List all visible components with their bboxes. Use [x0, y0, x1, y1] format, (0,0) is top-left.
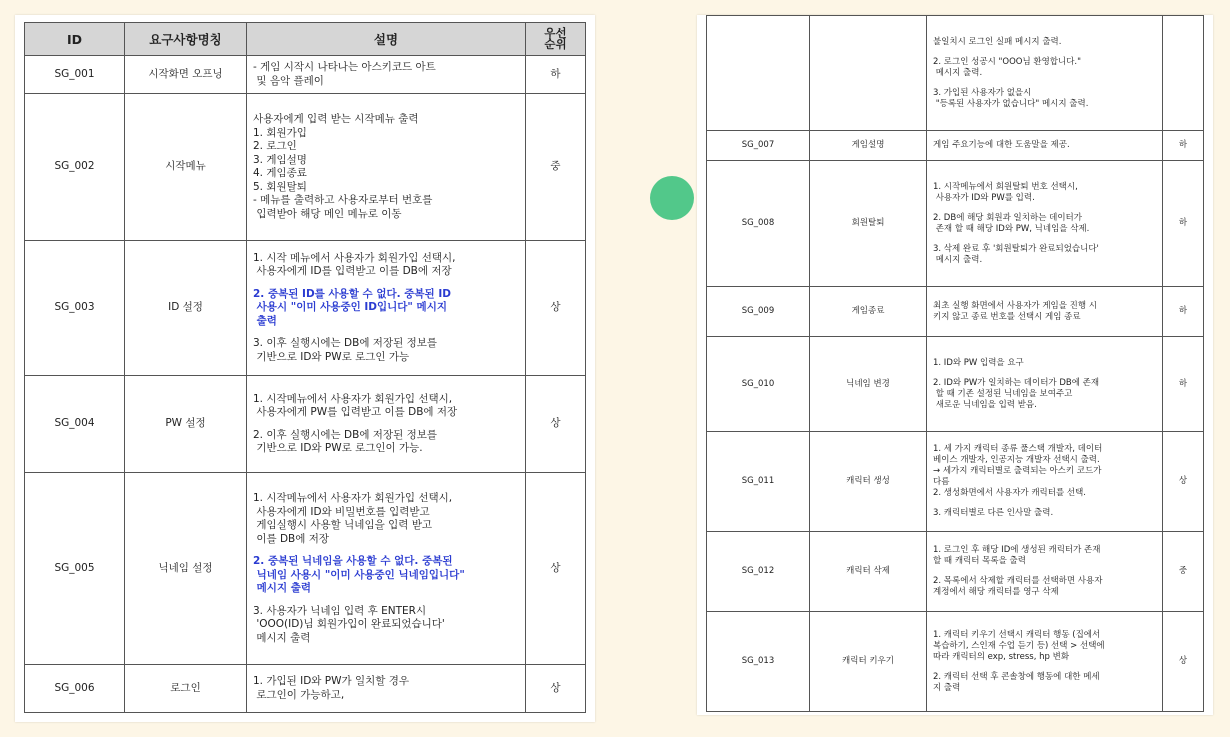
requirement-id: SG_006	[25, 665, 125, 713]
requirement-name: 닉네임 설정	[125, 473, 247, 665]
description-line: 2. DB에 해당 회원과 일치하는 데이터가	[933, 212, 1082, 223]
description-line: 게임 주요기능에 대한 도움말을 제공.	[933, 140, 1070, 150]
paragraph-gap	[933, 79, 1156, 88]
requirement-description	[927, 612, 1163, 712]
table-row	[707, 131, 1204, 161]
description-line: 사용자에게 ID와 비밀번호를 입력받고	[253, 505, 430, 518]
description-line: 3. 캐릭터별로 다른 인사말 출력.	[933, 508, 1054, 518]
requirement-id: SG_001	[25, 56, 125, 94]
requirement-name: 캐릭터 삭제	[810, 532, 927, 612]
description-line: 로그인이 가능하고,	[253, 688, 345, 701]
description-line: 불일치시 로그인 실패 메시지 출력.	[933, 36, 1062, 47]
description-line: 메시지 출력.	[933, 254, 983, 265]
description-line: 2. 로그인 성공시 "OOO님 환영합니다."	[933, 56, 1082, 67]
requirement-id	[707, 16, 810, 131]
requirement-id: SG_007	[707, 131, 810, 161]
requirement-description	[247, 94, 526, 241]
paragraph-gap	[933, 204, 1156, 213]
requirement-id: SG_012	[707, 532, 810, 612]
description-line: 1. 시작 메뉴에서 사용자가 회원가입 선택시,	[253, 251, 456, 264]
description-line: 1. 가입된 ID와 PW가 일치할 경우	[253, 675, 410, 687]
paragraph-gap	[253, 328, 519, 337]
description-line: 키지 않고 종료 번호를 선택시 게임 종료	[933, 311, 1081, 322]
paragraph-gap	[253, 279, 519, 288]
description-line: 1. ID와 PW 입력을 요구	[933, 357, 1024, 368]
paragraph-gap	[933, 499, 1156, 508]
description-line: 기반으로 ID와 PW로 로그인이 가능.	[253, 442, 423, 454]
description-line: 계정에서 해당 캐릭터를 영구 삭제	[933, 587, 1059, 597]
requirement-id: SG_008	[707, 161, 810, 287]
requirement-id: SG_002	[25, 94, 125, 241]
table-row	[707, 612, 1204, 712]
description-line: 복습하기, 스인재 수업 듣기 등) 선택 > 선택에	[933, 640, 1105, 651]
requirement-id: SG_013	[707, 612, 810, 712]
description-line: 게임실행시 사용할 닉네임을 입력 받고	[253, 519, 432, 531]
description-line: 메시지 출력.	[933, 67, 983, 78]
description-line: 사용자가 ID와 PW를 입력.	[933, 192, 1035, 203]
description-line: 2. 중복된 닉네임을 사용할 수 없다. 중복된	[253, 555, 453, 567]
description-line: 할 때 기존 설정된 닉네임을 보여주고	[933, 388, 1073, 399]
requirement-name: 로그인	[125, 665, 247, 713]
description-line: 사용자에게 입력 받는 시작메뉴 출력	[253, 113, 419, 125]
description-line: 존재 할 때 해당 ID와 PW, 닉네임을 삭제.	[933, 223, 1090, 234]
table-row	[25, 473, 586, 665]
description-line: 1. 시작메뉴에서 사용자가 회원가입 선택시,	[253, 392, 453, 405]
description-line: 2. ID와 PW가 일치하는 데이터가 DB에 존재	[933, 377, 1100, 388]
description-line: 1. 로그인 후 해당 ID에 생성된 캐릭터가 존재	[933, 545, 1101, 555]
requirement-description	[927, 131, 1163, 161]
table-row	[25, 665, 586, 713]
description-line: 1. 캐릭터 키우기 선택시 캐릭터 행동 (집에서	[933, 629, 1101, 640]
requirement-id: SG_011	[707, 432, 810, 532]
table-row	[707, 16, 1204, 131]
description-line: 1. 회원가입	[253, 126, 307, 139]
description-line: 2. 캐릭터 선택 후 콘솔창에 행동에 대한 메세	[933, 671, 1100, 682]
requirement-priority: 하	[1163, 287, 1204, 337]
header-description: 설명	[247, 23, 526, 56]
description-line: 메시지 출력	[253, 631, 311, 644]
requirement-priority: 상	[526, 241, 586, 376]
table-row	[25, 56, 586, 94]
description-line: 이를 DB에 저장	[253, 532, 330, 545]
table-row	[707, 532, 1204, 612]
requirement-name: 게임종료	[810, 287, 927, 337]
requirement-description	[927, 161, 1163, 287]
requirement-priority: 중	[526, 94, 586, 241]
description-line: → 세가지 캐릭터별로 출력되는 아스키 코드가	[933, 466, 1102, 476]
description-line: 기반으로 ID와 PW로 로그인 가능	[253, 350, 410, 363]
table-row	[707, 161, 1204, 287]
requirement-description	[927, 532, 1163, 612]
requirement-priority: 하	[1163, 337, 1204, 432]
description-line: 3. 가입된 사용자가 없을시	[933, 87, 1032, 98]
left-page	[15, 15, 595, 722]
header-priority: 우선 순위	[526, 23, 586, 56]
requirement-id: SG_009	[707, 287, 810, 337]
requirement-description	[927, 337, 1163, 432]
description-line: 2. 생성화면에서 사용자가 캐릭터를 선택.	[933, 488, 1086, 498]
requirement-priority: 상	[526, 473, 586, 665]
green-dot	[650, 176, 694, 220]
requirement-description	[927, 287, 1163, 337]
description-line: 사용시 "이미 사용중인 ID입니다" 메시지	[253, 301, 447, 314]
requirement-priority: 상	[526, 665, 586, 713]
right-page	[697, 15, 1213, 715]
description-line: 지 출력	[933, 682, 961, 693]
requirement-description	[927, 16, 1163, 131]
requirements-table-right	[706, 15, 1204, 712]
description-line: 사용자에게 PW를 입력받고 이를 DB에 저장	[253, 406, 458, 418]
table-row	[25, 376, 586, 473]
description-line: 'OOO(ID)님 회원가입이 완료되었습니다'	[253, 618, 445, 630]
description-line: 5. 회원탈퇴	[253, 180, 307, 193]
table-row	[707, 287, 1204, 337]
requirement-priority	[1163, 16, 1204, 131]
requirement-priority: 상	[526, 376, 586, 473]
requirement-name: 회원탈퇴	[810, 161, 927, 287]
requirement-priority: 하	[1163, 161, 1204, 287]
header-id: ID	[25, 23, 125, 56]
description-line: 할 때 캐릭터 목록을 출력	[933, 556, 1026, 566]
requirement-description	[247, 56, 526, 94]
requirement-name: 닉네임 변경	[810, 337, 927, 432]
requirement-priority: 중	[1163, 532, 1204, 612]
description-line: 최초 실행 화면에서 사용자가 게임을 진행 시	[933, 300, 1098, 311]
requirement-description	[247, 376, 526, 473]
description-line: 1. 세 가지 캐릭터 종류 풀스택 개발자, 데이터	[933, 444, 1103, 454]
requirement-name: 시작화면 오프닝	[125, 56, 247, 94]
description-line: 및 음악 플레이	[253, 74, 324, 87]
paragraph-gap	[933, 663, 1156, 672]
requirement-id: SG_003	[25, 241, 125, 376]
description-line: 1. 시작메뉴에서 사용자가 회원가입 선택시,	[253, 492, 453, 504]
description-line: 4. 게임종료	[253, 167, 307, 179]
description-line: 2. 목록에서 삭제할 캐릭터를 선택하면 사용자	[933, 576, 1103, 586]
description-line: 3. 이후 실행시에는 DB에 저장된 정보를	[253, 337, 437, 350]
table-row	[25, 241, 586, 376]
description-line: 베이스 개발자, 인공지능 개발자 선택시 출력.	[933, 455, 1100, 465]
paragraph-gap	[253, 546, 519, 555]
description-line: 다름	[933, 477, 950, 487]
paragraph-gap	[933, 48, 1156, 57]
description-line: 2. 이후 실행시에는 DB에 저장된 정보를	[253, 428, 437, 441]
table-row	[25, 94, 586, 241]
requirement-name: PW 설정	[125, 376, 247, 473]
header-row	[25, 23, 586, 56]
paragraph-gap	[933, 235, 1156, 244]
description-line: 2. 중복된 ID를 사용할 수 없다. 중복된 ID	[253, 287, 451, 300]
paragraph-gap	[933, 369, 1156, 378]
requirement-id: SG_004	[25, 376, 125, 473]
description-line: - 게임 시작시 나타나는 아스키코드 아트	[253, 61, 436, 73]
paragraph-gap	[253, 596, 519, 605]
description-line: 3. 사용자가 닉네임 입력 후 ENTER시	[253, 604, 427, 617]
requirement-description	[247, 665, 526, 713]
requirement-description	[247, 473, 526, 665]
requirements-table-left	[24, 22, 586, 713]
header-name: 요구사항명칭	[125, 23, 247, 56]
description-line: 새로운 닉네임을 입력 받음.	[933, 399, 1037, 410]
requirement-description	[247, 241, 526, 376]
requirement-name	[810, 16, 927, 131]
description-line: 닉네임 사용시 "이미 사용중인 닉네임입니다"	[253, 568, 465, 581]
description-line: 1. 시작메뉴에서 회원탈퇴 번호 선택시,	[933, 181, 1078, 192]
description-line: 2. 로그인	[253, 140, 297, 152]
requirement-priority: 하	[1163, 131, 1204, 161]
description-line: 따라 캐릭터의 exp, stress, hp 변화	[933, 651, 1070, 662]
requirement-name: 캐릭터 키우기	[810, 612, 927, 712]
description-line: 3. 삭제 완료 후 '회원탈퇴가 완료되었습니다'	[933, 243, 1099, 254]
description-line: 3. 게임설명	[253, 153, 307, 166]
requirement-priority: 상	[1163, 432, 1204, 532]
description-line: - 메뉴를 출력하고 사용자로부터 번호를	[253, 194, 433, 206]
description-line: 입력받아 해당 메인 메뉴로 이동	[253, 207, 402, 220]
requirement-description	[927, 432, 1163, 532]
requirement-name: 캐릭터 생성	[810, 432, 927, 532]
description-line: 사용자에게 ID를 입력받고 이를 DB에 저장	[253, 265, 452, 278]
paragraph-gap	[253, 420, 519, 429]
requirement-id: SG_010	[707, 337, 810, 432]
table-row	[707, 432, 1204, 532]
table-row	[707, 337, 1204, 432]
requirement-priority: 상	[1163, 612, 1204, 712]
description-line: 출력	[253, 314, 277, 327]
requirement-name: 시작메뉴	[125, 94, 247, 241]
requirement-name: ID 설정	[125, 241, 247, 376]
description-line: "등록된 사용자가 없습니다" 메시지 출력.	[933, 98, 1089, 109]
description-line: 메시지 출력	[253, 582, 312, 594]
paragraph-gap	[933, 567, 1156, 576]
requirement-priority: 하	[526, 56, 586, 94]
requirement-id: SG_005	[25, 473, 125, 665]
requirement-name: 게임설명	[810, 131, 927, 161]
